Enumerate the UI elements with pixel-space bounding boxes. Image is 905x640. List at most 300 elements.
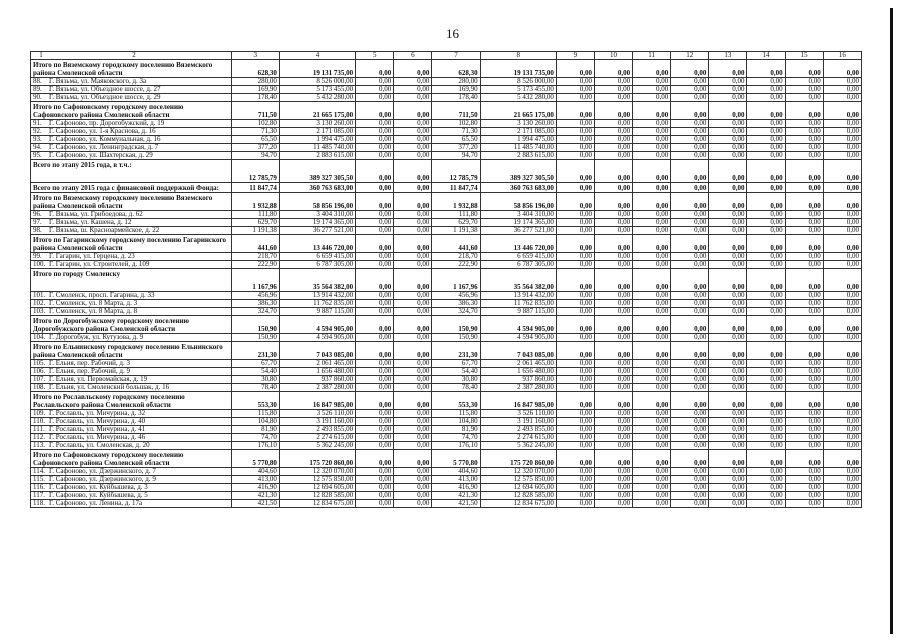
value-cell-col-13: 0,00 [709,78,747,86]
value-cell-col-16: 0,00 [823,316,861,334]
value-cell-col-7: 178,40 [432,94,480,102]
value-cell-col-5: 0,00 [356,410,394,418]
table-row [31,434,862,442]
value-cell-col-9: 0,00 [556,227,594,235]
value-cell-col-13: 0,00 [709,418,747,426]
value-cell-col-14: 0,00 [747,450,785,468]
address-text: Г. Сафоново, ул. Коммунальная, д. 16 [49,135,161,143]
address-text: Г. Рославль, ул. Мичурина, д. 41 [49,425,146,433]
value-cell-col-12: 0,00 [671,300,709,308]
value-cell-col-14: 0,00 [747,384,785,392]
value-cell-col-7: 71,30 [432,128,480,136]
value-cell-col-10: 0,00 [594,476,632,484]
row-number: 95. [33,151,42,159]
value-cell-col-16: 0,00 [823,292,861,300]
header-col-15: 15 [785,52,823,60]
value-cell-col-7: 5 770,80 [432,450,480,468]
value-cell-col-14: 0,00 [747,128,785,136]
value-cell-col-3: 65,50 [231,136,279,144]
value-cell-col-7: 377,20 [432,144,480,152]
value-cell-col-15: 0,00 [785,468,823,476]
address-text: Г. Ельня, пер. Рабочий, д. 9 [49,367,130,375]
value-cell-col-10: 0,00 [594,410,632,418]
value-cell-col-15: 0,00 [785,492,823,500]
value-cell-col-15: 0,00 [785,128,823,136]
value-cell-col-7: 102,80 [432,120,480,128]
value-cell-col-14: 0,00 [747,392,785,410]
value-cell-col-15: 0,00 [785,261,823,269]
value-cell-col-7: 456,96 [432,292,480,300]
value-cell-col-9: 0,00 [556,434,594,442]
value-cell-col-14: 0,00 [747,442,785,450]
address-cell [31,128,232,136]
value-cell-col-12: 0,00 [671,342,709,360]
value-cell-col-16: 0,00 [823,128,861,136]
address-cell [31,253,232,261]
value-cell-col-14: 0,00 [747,434,785,442]
value-cell-col-15: 0,00 [785,78,823,86]
value-cell-col-10: 0,00 [594,183,632,193]
value-cell-col-6: 0,00 [394,292,432,300]
value-cell-col-5: 0,00 [356,227,394,235]
value-cell-col-10: 0,00 [594,292,632,300]
value-cell-col-8: 11 485 740,00 [480,144,556,152]
value-cell-col-6: 0,00 [394,442,432,450]
address-text: Г. Ельня, ул. Смоленский большак, д. 16 [49,383,170,391]
value-cell-col-10: 0,00 [594,308,632,316]
address-text: Г. Сафоново, пр. Дорогобужский, д. 19 [49,119,165,127]
value-cell-col-3: 11 847,74 [231,183,279,193]
value-cell-col-11: 0,00 [633,193,671,211]
header-col-4: 4 [279,52,355,60]
address-text: Г. Сафоново, ул. Ленинградская, д. 7 [49,143,159,151]
value-cell-col-12: 0,00 [671,334,709,342]
value-cell-col-11: 0,00 [633,78,671,86]
value-cell-col-11: 0,00 [633,269,671,292]
value-cell-col-4: 12 828 585,00 [279,492,355,500]
value-cell-col-6: 0,00 [394,60,432,78]
value-cell-col-9: 0,00 [556,392,594,410]
value-cell-col-8: 2 061 465,00 [480,360,556,368]
value-cell-col-8: 35 564 382,00 [480,269,556,292]
value-cell-col-5: 0,00 [356,376,394,384]
page-edge-line [890,8,893,634]
value-cell-col-3: 629,70 [231,219,279,227]
value-cell-col-14: 0,00 [747,418,785,426]
value-cell-col-9: 0,00 [556,60,594,78]
value-cell-col-16: 0,00 [823,468,861,476]
address-text: Г. Вязьма, ш. Красноармейское, д. 22 [49,226,160,234]
value-cell-col-6: 0,00 [394,308,432,316]
value-cell-col-15: 0,00 [785,410,823,418]
value-cell-col-9: 0,00 [556,253,594,261]
value-cell-col-6: 0,00 [394,86,432,94]
value-cell-col-14: 0,00 [747,120,785,128]
value-cell-col-4: 12 575 850,00 [279,476,355,484]
value-cell-col-7: 553,30 [432,392,480,410]
value-cell-col-6: 0,00 [394,227,432,235]
value-cell-col-11: 0,00 [633,300,671,308]
address-cell [31,334,232,342]
value-cell-col-7: 1 167,96 [432,269,480,292]
value-cell-col-16: 0,00 [823,410,861,418]
value-cell-col-5: 0,00 [356,211,394,219]
value-cell-col-4: 11 485 740,00 [279,144,355,152]
value-cell-col-15: 0,00 [785,235,823,253]
address-text: Г. Ельня, ул. Первомайская, д. 19 [49,375,148,383]
value-cell-col-16: 0,00 [823,78,861,86]
value-cell-col-11: 0,00 [633,136,671,144]
value-cell-col-14: 0,00 [747,468,785,476]
value-cell-col-3: 404,60 [231,468,279,476]
value-cell-col-7: 12 785,79 [432,160,480,183]
value-cell-col-16: 0,00 [823,450,861,468]
value-cell-col-11: 0,00 [633,468,671,476]
value-cell-col-5: 0,00 [356,144,394,152]
value-cell-col-8: 8 526 000,00 [480,78,556,86]
value-cell-col-10: 0,00 [594,235,632,253]
value-cell-col-15: 0,00 [785,476,823,484]
value-cell-col-11: 0,00 [633,368,671,376]
value-cell-col-14: 0,00 [747,300,785,308]
value-cell-col-16: 0,00 [823,376,861,384]
value-cell-col-4: 21 665 175,00 [279,102,355,120]
row-number: 94. [33,143,42,151]
value-cell-col-11: 0,00 [633,102,671,120]
value-cell-col-5: 0,00 [356,193,394,211]
value-cell-col-4: 9 887 115,00 [279,308,355,316]
value-cell-col-13: 0,00 [709,468,747,476]
value-cell-col-10: 0,00 [594,484,632,492]
value-cell-col-9: 0,00 [556,152,594,160]
value-cell-col-3: 324,70 [231,308,279,316]
value-cell-col-4: 35 564 382,00 [279,269,355,292]
subtotal-row [31,392,862,410]
value-cell-col-4: 2 387 280,00 [279,384,355,392]
address-text: Г. Сафоново, ул. 1-я Краснова, д. 16 [49,127,156,135]
value-cell-col-11: 0,00 [633,219,671,227]
table-row [31,410,862,418]
value-cell-col-13: 0,00 [709,120,747,128]
table-row [31,484,862,492]
value-cell-col-9: 0,00 [556,219,594,227]
value-cell-col-13: 0,00 [709,144,747,152]
value-cell-col-7: 628,30 [432,60,480,78]
value-cell-col-9: 0,00 [556,484,594,492]
value-cell-col-11: 0,00 [633,360,671,368]
value-cell-col-11: 0,00 [633,426,671,434]
value-cell-col-15: 0,00 [785,316,823,334]
value-cell-col-12: 0,00 [671,152,709,160]
table-row [31,78,862,86]
value-cell-col-11: 0,00 [633,418,671,426]
value-cell-col-15: 0,00 [785,160,823,183]
value-cell-col-6: 0,00 [394,342,432,360]
value-cell-col-6: 0,00 [394,450,432,468]
address-text: Г. Сафоново, ул. Дзержинского, д. 7 [49,467,156,475]
value-cell-col-3: 386,30 [231,300,279,308]
row-number: 103. [33,307,46,315]
row-number: 89. [33,85,42,93]
value-cell-col-4: 389 327 305,50 [279,160,355,183]
value-cell-col-13: 0,00 [709,94,747,102]
header-col-16: 16 [823,52,861,60]
value-cell-col-12: 0,00 [671,368,709,376]
table-row [31,94,862,102]
value-cell-col-5: 0,00 [356,219,394,227]
value-cell-col-12: 0,00 [671,450,709,468]
value-cell-col-8: 12 828 585,00 [480,492,556,500]
address-cell [31,434,232,442]
address-cell [31,376,232,384]
value-cell-col-10: 0,00 [594,78,632,86]
value-cell-col-5: 0,00 [356,261,394,269]
value-cell-col-5: 0,00 [356,160,394,183]
row-number: 106. [33,367,46,375]
value-cell-col-5: 0,00 [356,253,394,261]
value-cell-col-16: 0,00 [823,144,861,152]
value-cell-col-5: 0,00 [356,152,394,160]
value-cell-col-11: 0,00 [633,392,671,410]
value-cell-col-6: 0,00 [394,426,432,434]
value-cell-col-12: 0,00 [671,160,709,183]
header-col-1: 1 [39,51,43,59]
value-cell-col-9: 0,00 [556,476,594,484]
header-col-3: 3 [231,52,279,60]
value-cell-col-14: 0,00 [747,360,785,368]
address-text: Г. Дорогобуж, ул. Кутузова, д. 9 [49,333,144,341]
address-text: Г. Гагарин, ул. Строителей, д. 109 [49,260,150,268]
value-cell-col-3: 416,90 [231,484,279,492]
value-cell-col-14: 0,00 [747,342,785,360]
value-cell-col-13: 0,00 [709,60,747,78]
value-cell-col-14: 0,00 [747,500,785,508]
value-cell-col-8: 1 994 475,00 [480,136,556,144]
value-cell-col-10: 0,00 [594,442,632,450]
value-cell-col-9: 0,00 [556,342,594,360]
value-cell-col-15: 0,00 [785,183,823,193]
header-col-7: 7 [432,52,480,60]
value-cell-col-10: 0,00 [594,426,632,434]
value-cell-col-13: 0,00 [709,261,747,269]
value-cell-col-5: 0,00 [356,78,394,86]
value-cell-col-4: 7 043 085,00 [279,342,355,360]
value-cell-col-6: 0,00 [394,102,432,120]
value-cell-col-8: 2 387 280,00 [480,384,556,392]
address-text: Г. Сафоново, ул. Шахтерская, д. 29 [49,151,153,159]
subtotal-label: Всего по этапу 2015 года, в т.ч.: [31,160,232,183]
header-col-14: 14 [747,52,785,60]
value-cell-col-13: 0,00 [709,450,747,468]
value-cell-col-11: 0,00 [633,434,671,442]
table-row [31,442,862,450]
value-cell-col-3: 94,70 [231,152,279,160]
value-cell-col-15: 0,00 [785,442,823,450]
value-cell-col-3: 456,96 [231,292,279,300]
value-cell-col-13: 0,00 [709,368,747,376]
value-cell-col-6: 0,00 [394,78,432,86]
subtotal-row [31,102,862,120]
table-row [31,152,862,160]
table-row [31,86,862,94]
value-cell-col-12: 0,00 [671,500,709,508]
value-cell-col-7: 54,40 [432,368,480,376]
value-cell-col-4: 11 762 835,00 [279,300,355,308]
value-cell-col-14: 0,00 [747,94,785,102]
value-cell-col-8: 2 274 615,00 [480,434,556,442]
value-cell-col-6: 0,00 [394,492,432,500]
value-cell-col-3: 115,80 [231,410,279,418]
value-cell-col-11: 0,00 [633,94,671,102]
value-cell-col-8: 3 191 160,00 [480,418,556,426]
value-cell-col-10: 0,00 [594,193,632,211]
value-cell-col-13: 0,00 [709,193,747,211]
value-cell-col-3: 81,90 [231,426,279,434]
address-text: Г. Вязьма, ул. Кашена, д. 12 [49,218,132,226]
value-cell-col-7: 711,50 [432,102,480,120]
value-cell-col-15: 0,00 [785,144,823,152]
value-cell-col-6: 0,00 [394,484,432,492]
row-number: 96. [33,210,42,218]
value-cell-col-10: 0,00 [594,468,632,476]
subtotal-label: Всего по этапу 2015 года с финансовой поддержкой Фонда: [31,183,232,193]
row-number: 114. [33,467,45,475]
value-cell-col-12: 0,00 [671,418,709,426]
value-cell-col-3: 231,30 [231,342,279,360]
table-row [31,219,862,227]
value-cell-col-10: 0,00 [594,492,632,500]
table-row [31,227,862,235]
value-cell-col-9: 0,00 [556,308,594,316]
value-cell-col-12: 0,00 [671,468,709,476]
header-col-2: 2 [132,51,136,59]
address-cell [31,211,232,219]
row-number: 102. [33,299,46,307]
value-cell-col-9: 0,00 [556,144,594,152]
value-cell-col-4: 3 191 160,00 [279,418,355,426]
table-row [31,292,862,300]
value-cell-col-3: 441,60 [231,235,279,253]
value-cell-col-4: 12 834 675,00 [279,500,355,508]
value-cell-col-3: 67,70 [231,360,279,368]
value-cell-col-16: 0,00 [823,120,861,128]
value-cell-col-15: 0,00 [785,269,823,292]
value-cell-col-10: 0,00 [594,434,632,442]
table-row [31,468,862,476]
value-cell-col-11: 0,00 [633,235,671,253]
value-cell-col-16: 0,00 [823,193,861,211]
value-cell-col-11: 0,00 [633,316,671,334]
value-cell-col-5: 0,00 [356,484,394,492]
value-cell-col-8: 175 720 860,00 [480,450,556,468]
value-cell-col-11: 0,00 [633,376,671,384]
row-number: 112. [33,433,45,441]
value-cell-col-14: 0,00 [747,334,785,342]
value-cell-col-3: 150,90 [231,334,279,342]
value-cell-col-12: 0,00 [671,144,709,152]
address-cell [31,360,232,368]
value-cell-col-13: 0,00 [709,392,747,410]
value-cell-col-10: 0,00 [594,219,632,227]
value-cell-col-4: 19 131 735,00 [279,60,355,78]
value-cell-col-3: 169,90 [231,86,279,94]
value-cell-col-14: 0,00 [747,426,785,434]
value-cell-col-8: 12 694 605,00 [480,484,556,492]
value-cell-col-3: 553,30 [231,392,279,410]
value-cell-col-12: 0,00 [671,376,709,384]
header-col-11: 11 [633,52,671,60]
value-cell-col-6: 0,00 [394,316,432,334]
value-cell-col-10: 0,00 [594,261,632,269]
value-cell-col-4: 13 446 720,00 [279,235,355,253]
value-cell-col-10: 0,00 [594,300,632,308]
header-col-9: 9 [556,52,594,60]
value-cell-col-13: 0,00 [709,360,747,368]
value-cell-col-5: 0,00 [356,292,394,300]
table-row [31,136,862,144]
value-cell-col-3: 413,00 [231,476,279,484]
value-cell-col-7: 386,30 [432,300,480,308]
value-cell-col-10: 0,00 [594,211,632,219]
value-cell-col-14: 0,00 [747,136,785,144]
subtotal-row [31,160,862,183]
value-cell-col-16: 0,00 [823,152,861,160]
value-cell-col-9: 0,00 [556,492,594,500]
value-cell-col-13: 0,00 [709,300,747,308]
value-cell-col-7: 222,90 [432,261,480,269]
value-cell-col-9: 0,00 [556,120,594,128]
value-cell-col-13: 0,00 [709,308,747,316]
value-cell-col-16: 0,00 [823,60,861,78]
address-cell [31,94,232,102]
address-cell [31,492,232,500]
value-cell-col-4: 36 277 521,00 [279,227,355,235]
value-cell-col-4: 3 404 310,00 [279,211,355,219]
value-cell-col-10: 0,00 [594,120,632,128]
row-number: 93. [33,135,42,143]
value-cell-col-15: 0,00 [785,450,823,468]
subtotal-row [31,183,862,193]
value-cell-col-9: 0,00 [556,334,594,342]
value-cell-col-8: 2 493 855,00 [480,426,556,434]
value-cell-col-15: 0,00 [785,384,823,392]
value-cell-col-8: 1 656 480,00 [480,368,556,376]
value-cell-col-9: 0,00 [556,235,594,253]
value-cell-col-8: 7 043 085,00 [480,342,556,360]
value-cell-col-3: 176,10 [231,442,279,450]
value-cell-col-3: 104,80 [231,418,279,426]
value-cell-col-3: 711,50 [231,102,279,120]
value-cell-col-11: 0,00 [633,261,671,269]
table-row [31,334,862,342]
value-cell-col-9: 0,00 [556,136,594,144]
row-number: 92. [33,127,42,135]
address-text: Г. Гагарин, ул. Герцена, д. 23 [49,252,135,260]
value-cell-col-13: 0,00 [709,410,747,418]
value-cell-col-9: 0,00 [556,450,594,468]
value-cell-col-3: 102,80 [231,120,279,128]
value-cell-col-9: 0,00 [556,183,594,193]
value-cell-col-13: 0,00 [709,183,747,193]
value-cell-col-7: 176,10 [432,442,480,450]
row-number: 107. [33,375,46,383]
table-row [31,384,862,392]
value-cell-col-11: 0,00 [633,450,671,468]
value-cell-col-6: 0,00 [394,211,432,219]
header-col-13: 13 [709,52,747,60]
value-cell-col-5: 0,00 [356,392,394,410]
value-cell-col-10: 0,00 [594,152,632,160]
